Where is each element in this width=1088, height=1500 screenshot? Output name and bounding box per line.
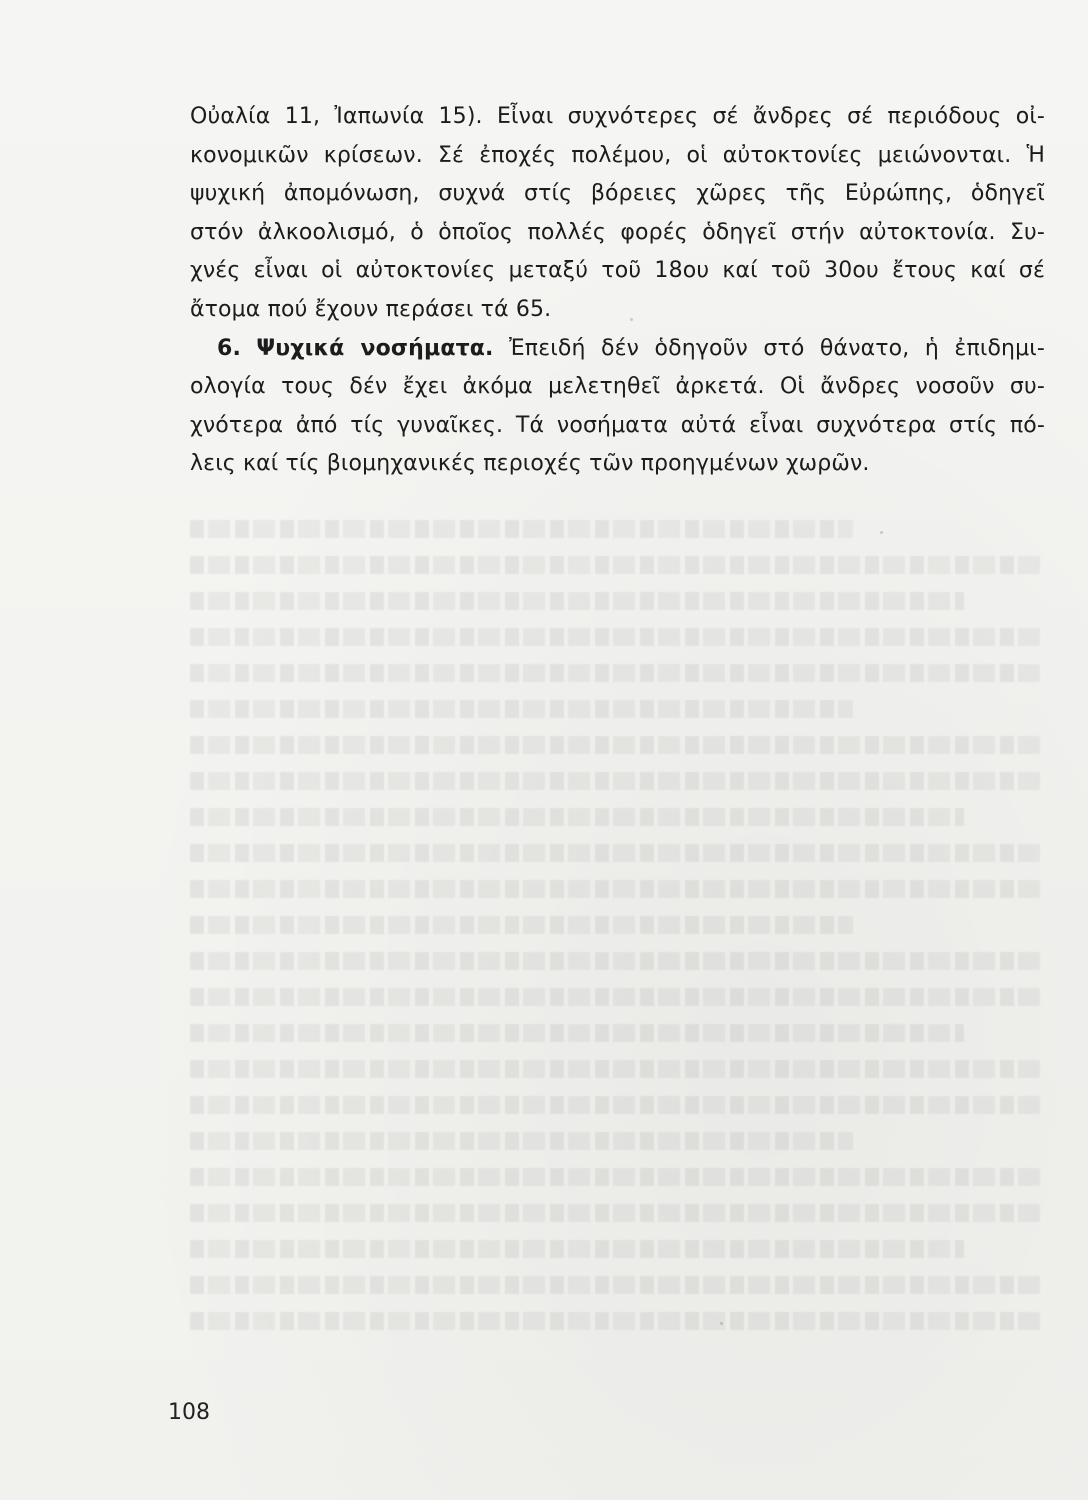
text-line: κονομικῶν κρίσεων. Σέ ἐποχές πολέμου, οἱ αὐτοκτονίες μειώνονται. Ἡ [190,142,1045,168]
text-line: Οὐαλία 11, Ἰαπωνία 15). Εἶναι συχνότερες σέ ἄνδρες σέ περιόδους οἰ- [190,104,1045,129]
show-through-line [190,628,1040,646]
show-through-line [190,1276,1040,1294]
show-through-line [190,880,1040,898]
text-line: ψυχική ἀπομόνωση, συχνά στίς βόρειες χῶρες τῆς Εὐρώπης, ὁδηγεῖ [190,181,1045,207]
show-through-line [190,1132,853,1150]
page-number: 108 [168,1400,210,1425]
show-through-line [190,592,964,610]
paper-speck [720,1322,723,1325]
show-through-line [190,1060,1040,1078]
show-through-line [190,1096,1040,1114]
section-heading-line [190,330,1045,369]
show-through-line [190,736,1040,754]
section-first-line-text: Ἐπειδή δέν ὁδηγοῦν στό θάνατο, ἡ ἐπιδημι- [509,335,1045,361]
text-line: χνές εἶναι οἱ αὐτοκτονίες μεταξύ τοῦ 18ου καί τοῦ 30ου ἔτους καί σέ [190,258,1045,284]
show-through-line [190,844,1040,862]
body-text [190,98,1045,484]
text-line: χνότερα ἀπό τίς γυναῖκες. Τά νοσήματα αὐτά εἶναι συχνότερα στίς πό- [190,412,1045,438]
show-through-line [190,772,1040,790]
text-line: λεις καί τίς βιομηχανικές περιοχές τῶν προηγμένων χωρῶν. [190,451,870,477]
show-through-line [190,556,1040,574]
show-through-line [190,1312,1040,1330]
paragraph-suicide-statistics [190,98,1045,330]
show-through-line [190,916,853,934]
show-through-line [190,1168,1040,1186]
show-through-line [190,1204,1040,1222]
show-through-line [190,1024,964,1042]
text-line: ολογία τους δέν ἔχει ἀκόμα μελετηθεῖ ἀρκετά. Οἱ ἄνδρες νοσοῦν συ- [190,374,1045,400]
show-through-line [190,1240,964,1258]
show-through-line [190,664,1040,682]
reverse-side-show-through [190,520,1040,1380]
section-number: 6. [217,335,241,361]
section-title: Ψυχικά νοσήματα. [256,335,494,361]
paper-speck [880,531,883,534]
show-through-line [190,988,1040,1006]
text-line: ἄτομα πού ἔχουν περάσει τά 65. [190,296,552,322]
section-mental-illness [190,330,1045,484]
text-line: στόν ἀλκοολισμό, ὁ ὁποῖος πολλές φορές ὁδηγεῖ στήν αὐτοκτονία. Συ- [190,219,1045,245]
show-through-line [190,808,964,826]
show-through-line [190,520,853,538]
show-through-line [190,700,853,718]
show-through-line [190,952,1040,970]
